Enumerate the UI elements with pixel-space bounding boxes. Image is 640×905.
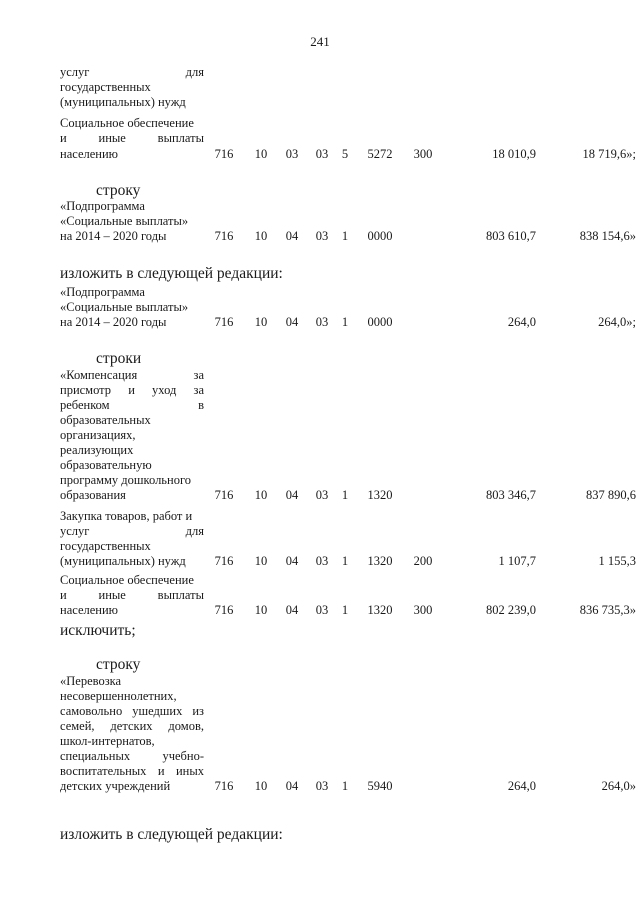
code-subsection: 04 bbox=[285, 779, 299, 793]
row-description: «Социальные выплаты» bbox=[60, 214, 189, 228]
row-line bbox=[0, 748, 640, 764]
row-description: «Компенсация за bbox=[60, 368, 204, 382]
row-description: несовершеннолетних, bbox=[60, 689, 177, 703]
value-year-1: 18 010,9 bbox=[492, 147, 536, 161]
code-subsection: 04 bbox=[285, 603, 299, 617]
code-section: 10 bbox=[254, 229, 268, 243]
row-line bbox=[0, 538, 640, 554]
value-year-2: 264,0» bbox=[601, 779, 636, 793]
code-program: 03 bbox=[315, 603, 329, 617]
code-ministry: 716 bbox=[214, 779, 234, 793]
row-line bbox=[0, 427, 640, 443]
row-description: самовольно ушедших из bbox=[60, 704, 204, 718]
row-line bbox=[0, 733, 640, 749]
value-year-2: 838 154,6» bbox=[579, 229, 636, 243]
row-description: «Социальные выплаты» bbox=[60, 300, 189, 314]
section-heading: изложить в следующей редакции: bbox=[60, 826, 283, 843]
row-line bbox=[0, 79, 640, 95]
code-program: 03 bbox=[315, 229, 329, 243]
row-description: и иные выплаты bbox=[60, 131, 204, 145]
row-line bbox=[0, 367, 640, 383]
table-row bbox=[0, 553, 640, 569]
row-line bbox=[0, 457, 640, 473]
row-description: населению bbox=[60, 603, 118, 617]
value-year-1: 1 107,7 bbox=[498, 554, 536, 568]
row-description: присмотр и уход за bbox=[60, 383, 204, 397]
table-row bbox=[0, 778, 640, 794]
value-year-1: 803 610,7 bbox=[486, 229, 536, 243]
row-line bbox=[0, 115, 640, 131]
row-line bbox=[0, 412, 640, 428]
row-line bbox=[0, 673, 640, 689]
row-line bbox=[0, 688, 640, 704]
row-line bbox=[0, 213, 640, 229]
table-row bbox=[0, 314, 640, 330]
row-description: семей, детских домов, bbox=[60, 719, 204, 733]
section-heading: строки bbox=[96, 350, 142, 367]
row-description: на 2014 – 2020 годы bbox=[60, 229, 167, 243]
row-description: (муниципальных) нужд bbox=[60, 554, 186, 568]
code-ministry: 716 bbox=[214, 603, 234, 617]
value-year-2: 1 155,3 bbox=[598, 554, 636, 568]
code-subprogram: 1 bbox=[341, 779, 349, 793]
row-description: специальных учебно- bbox=[60, 749, 204, 763]
code-section: 10 bbox=[254, 779, 268, 793]
row-description: «Подпрограмма bbox=[60, 199, 145, 213]
code-ministry: 716 bbox=[214, 315, 234, 329]
row-description: услуг для bbox=[60, 65, 204, 79]
code-ministry: 716 bbox=[214, 147, 234, 161]
code-section: 10 bbox=[254, 554, 268, 568]
value-year-1: 802 239,0 bbox=[486, 603, 536, 617]
row-line bbox=[0, 299, 640, 315]
value-year-2: 264,0»; bbox=[598, 315, 636, 329]
code-subsection: 03 bbox=[285, 147, 299, 161]
row-description: образовательных bbox=[60, 413, 151, 427]
row-description: ребенком в bbox=[60, 398, 204, 412]
row-description: услуг для bbox=[60, 524, 204, 538]
section-heading: строку bbox=[96, 656, 141, 673]
row-description: «Подпрограмма bbox=[60, 285, 145, 299]
value-year-2: 18 719,6»; bbox=[582, 147, 636, 161]
row-line bbox=[0, 397, 640, 413]
code-subprogram: 1 bbox=[341, 315, 349, 329]
row-description: (муниципальных) нужд bbox=[60, 95, 186, 109]
row-line bbox=[0, 382, 640, 398]
code-ministry: 716 bbox=[214, 488, 234, 502]
code-direction: 0000 bbox=[367, 315, 393, 329]
row-line bbox=[0, 523, 640, 539]
value-year-1: 803 346,7 bbox=[486, 488, 536, 502]
code-program: 03 bbox=[315, 147, 329, 161]
code-section: 10 bbox=[254, 147, 268, 161]
code-direction: 1320 bbox=[367, 554, 393, 568]
row-description: и иные выплаты bbox=[60, 588, 204, 602]
row-description: образовательную bbox=[60, 458, 152, 472]
code-subprogram: 1 bbox=[341, 488, 349, 502]
row-description: Социальное обеспечение bbox=[60, 116, 194, 130]
code-section: 10 bbox=[254, 315, 268, 329]
code-section: 10 bbox=[254, 488, 268, 502]
row-description: Социальное обеспечение bbox=[60, 573, 194, 587]
row-line bbox=[0, 572, 640, 588]
row-line bbox=[0, 130, 640, 146]
code-subprogram: 5 bbox=[341, 147, 349, 161]
section-heading: строку bbox=[96, 182, 141, 199]
row-line bbox=[0, 198, 640, 214]
code-ministry: 716 bbox=[214, 554, 234, 568]
row-line bbox=[0, 763, 640, 779]
page-number: 241 bbox=[310, 34, 330, 49]
table-row bbox=[0, 228, 640, 244]
code-subsection: 04 bbox=[285, 554, 299, 568]
value-year-2: 836 735,3» bbox=[579, 603, 636, 617]
row-description: программу дошкольного bbox=[60, 473, 192, 487]
row-line bbox=[0, 284, 640, 300]
row-description: населению bbox=[60, 147, 118, 161]
code-direction: 1320 bbox=[367, 488, 393, 502]
value-year-1: 264,0 bbox=[507, 315, 536, 329]
code-expense-type: 200 bbox=[413, 554, 433, 568]
row-description: государственных bbox=[60, 539, 151, 553]
code-program: 03 bbox=[315, 488, 329, 502]
table-row bbox=[0, 602, 640, 618]
row-description: детских учреждений bbox=[60, 779, 171, 793]
code-direction: 5940 bbox=[367, 779, 393, 793]
code-direction: 0000 bbox=[367, 229, 393, 243]
code-section: 10 bbox=[254, 603, 268, 617]
code-subsection: 04 bbox=[285, 315, 299, 329]
row-description: образования bbox=[60, 488, 126, 502]
code-program: 03 bbox=[315, 554, 329, 568]
code-subsection: 04 bbox=[285, 229, 299, 243]
row-line bbox=[0, 703, 640, 719]
code-expense-type: 300 bbox=[413, 603, 433, 617]
row-description: школ-интернатов, bbox=[60, 734, 155, 748]
section-heading: изложить в следующей редакции: bbox=[60, 265, 283, 282]
row-line bbox=[0, 64, 640, 80]
table-row bbox=[0, 487, 640, 503]
code-program: 03 bbox=[315, 315, 329, 329]
row-line bbox=[0, 94, 640, 110]
table-row bbox=[0, 146, 640, 162]
row-description: воспитательных и иных bbox=[60, 764, 204, 778]
row-description: государственных bbox=[60, 80, 151, 94]
code-program: 03 bbox=[315, 779, 329, 793]
row-line bbox=[0, 587, 640, 603]
code-direction: 1320 bbox=[367, 603, 393, 617]
code-subsection: 04 bbox=[285, 488, 299, 502]
row-line bbox=[0, 508, 640, 524]
code-subprogram: 1 bbox=[341, 554, 349, 568]
row-description: на 2014 – 2020 годы bbox=[60, 315, 167, 329]
value-year-1: 264,0 bbox=[507, 779, 536, 793]
code-direction: 5272 bbox=[367, 147, 393, 161]
code-subprogram: 1 bbox=[341, 229, 349, 243]
row-description: организациях, bbox=[60, 428, 136, 442]
code-ministry: 716 bbox=[214, 229, 234, 243]
row-line bbox=[0, 718, 640, 734]
value-year-2: 837 890,6 bbox=[586, 488, 636, 502]
row-description: Закупка товаров, работ и bbox=[60, 509, 193, 523]
row-line bbox=[0, 472, 640, 488]
code-expense-type: 300 bbox=[413, 147, 433, 161]
row-line bbox=[0, 442, 640, 458]
row-description: реализующих bbox=[60, 443, 134, 457]
section-heading: исключить; bbox=[60, 622, 136, 639]
code-subprogram: 1 bbox=[341, 603, 349, 617]
row-description: «Перевозка bbox=[60, 674, 122, 688]
